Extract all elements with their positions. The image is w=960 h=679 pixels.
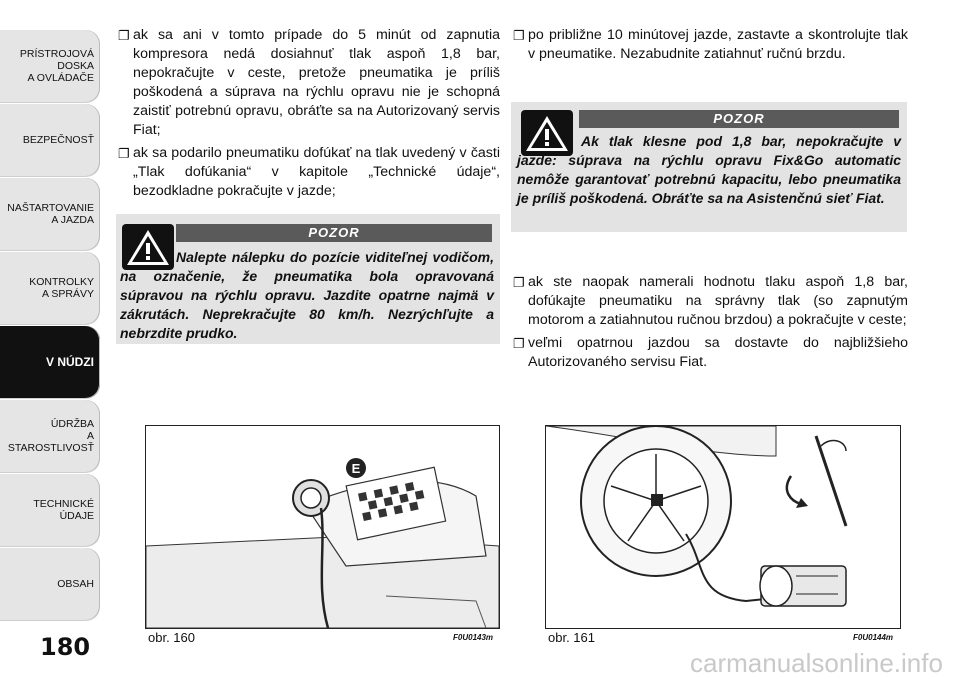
- list-item: [513, 273, 908, 330]
- checkbox-bullet-icon: ❐: [118, 146, 130, 161]
- list-item: [513, 26, 908, 64]
- watermark: carmanualsonline.info: [690, 648, 943, 678]
- warning-title: POZOR: [579, 110, 899, 128]
- list-item: [118, 144, 500, 201]
- left-column: [118, 26, 500, 205]
- warning-box: [116, 214, 500, 344]
- tab-label: TECHNICKÉ ÚDAJE: [33, 498, 94, 522]
- warning-text: Nalepte nálepku do pozície viditeľnej vodičom, na označenie, že pneumatika bola opravovaná súpravou na rýchlu opravu. Jazdite opatrne najmä v zákrutách. Neprekračujte 80 km/h. Nezrýchľujte a nebrzdite prudko.: [120, 249, 494, 341]
- bullet-text: ak sa ani v tomto prípade do 5 minút od zapnutia kompresora nedá dosiahnuť tlak aspoň 1,8 bar, nepokračujte v ceste, pretože pneumatika je príliš poškodená a súprava na rýchlu opravu nie je schopná zaistiť potrebnú opravu, obráťte sa na Autorizovaný servis Fiat;: [133, 27, 500, 138]
- bullet-text: po približne 10 minútovej jazde, zastavte a skontrolujte tlak v pneumatike. Nezabudnite zatiahnuť ručnú brzdu.: [528, 27, 908, 62]
- figure-161: [545, 425, 901, 629]
- bullet-text: ak ste naopak namerali hodnotu tlaku aspoň 1,8 bar, dofúkajte pneumatiku na správny tlak (so zapnutým motorom a zatiahnutou ručnou brzdou) a pokračujte v ceste;: [528, 274, 908, 328]
- tab-v-nudzi[interactable]: [0, 326, 100, 398]
- tab-obsah[interactable]: [0, 548, 100, 620]
- bullet-text: ak sa podarilo pneumatiku dofúkať na tlak uvedený v časti „Tlak dofúkania“ v kapitole „Technické údaje“, bezodkladne pokračujte v jazde;: [133, 145, 500, 199]
- tab-label: BEZPEČNOSŤ: [22, 134, 94, 146]
- list-item: [513, 334, 908, 372]
- checkbox-bullet-icon: ❐: [513, 28, 525, 43]
- figure-code: F0U0143m: [453, 633, 494, 642]
- checkbox-bullet-icon: ❐: [513, 336, 525, 351]
- figure-caption: obr. 161: [548, 630, 595, 645]
- tab-label: OBSAH: [57, 578, 94, 590]
- tab-label: NAŠTARTOVANIE A JAZDA: [7, 202, 94, 226]
- compressor-illustration: [546, 426, 900, 628]
- checkbox-bullet-icon: ❐: [513, 275, 525, 290]
- list-item: [118, 26, 500, 140]
- figure-caption: obr. 160: [148, 630, 195, 645]
- tab-label: PRÍSTROJOVÁ DOSKA A OVLÁDAČE: [19, 48, 94, 84]
- warning-box: [511, 102, 907, 232]
- bullet-text: veľmi opatrnou jazdou sa dostavte do najbližšieho Autorizovaného servisu Fiat.: [528, 335, 908, 370]
- figure-code: F0U0144m: [853, 633, 894, 642]
- tab-technicke-udaje[interactable]: [0, 474, 100, 546]
- label-e: E: [351, 461, 361, 476]
- tab-label: ÚDRŽBA A STAROSTLIVOSŤ: [7, 418, 94, 454]
- tab-label: KONTROLKY A SPRÁVY: [29, 276, 94, 300]
- right-column-lower: [513, 273, 908, 376]
- tab-kontrolky[interactable]: [0, 252, 100, 324]
- right-column: [513, 26, 908, 68]
- tab-pristrojova-doska[interactable]: [0, 30, 100, 102]
- tab-udrzba[interactable]: [0, 400, 100, 472]
- warning-title: POZOR: [176, 224, 492, 242]
- page-number: 180: [40, 633, 91, 661]
- warning-text: Ak tlak klesne pod 1,8 bar, nepokračujte v jazde: súprava na rýchlu opravu Fix&Go automatic nemôže garantovať potrebnú kapacitu, lebo pneumatika je príliš poškodená. Obráťte sa na Asistenčnú sieť Fiat.: [517, 133, 901, 206]
- tab-bezpecnost[interactable]: [0, 104, 100, 176]
- tab-nastartovanie[interactable]: [0, 178, 100, 250]
- figure-160: [145, 425, 500, 629]
- tab-label: V NÚDZI: [46, 355, 94, 369]
- checkbox-bullet-icon: ❐: [118, 28, 130, 43]
- tire-valve-illustration: [146, 426, 499, 628]
